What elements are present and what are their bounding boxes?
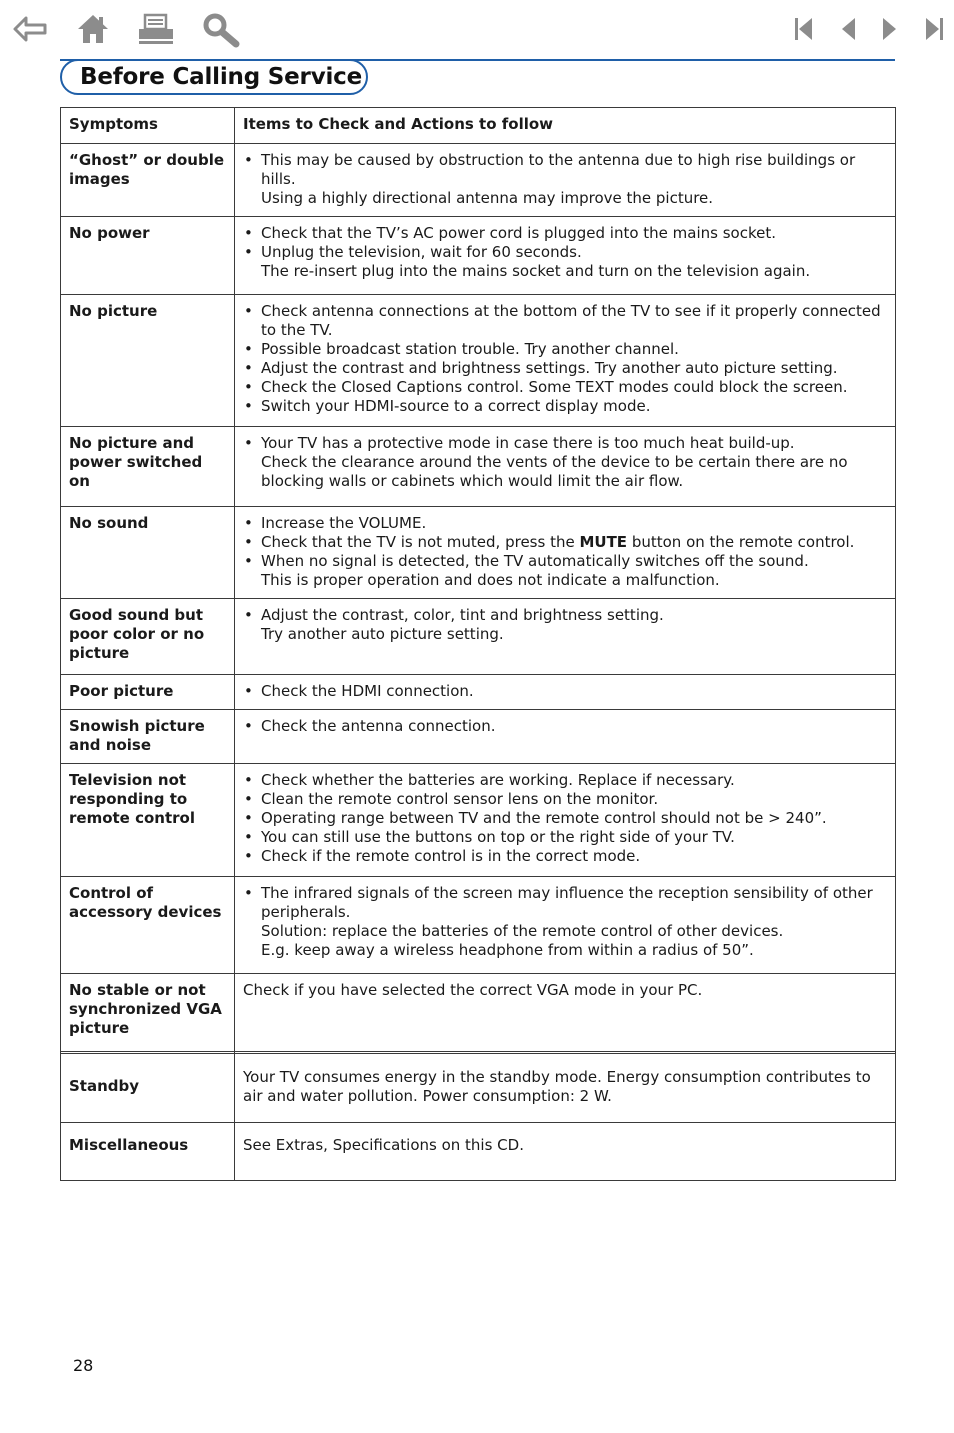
action-list bbox=[243, 302, 887, 416]
action-list bbox=[243, 514, 887, 590]
label-cell: Miscellaneous bbox=[61, 1123, 235, 1181]
symptom-cell: No picture bbox=[61, 295, 235, 427]
table-row bbox=[61, 217, 896, 295]
list-item: • Check if the remote control is in the correct mode. bbox=[243, 847, 887, 866]
actions-cell bbox=[235, 710, 896, 764]
mute-keyword: MUTE bbox=[579, 533, 628, 551]
symptom-cell: No sound bbox=[61, 507, 235, 599]
home-icon[interactable] bbox=[76, 12, 110, 46]
symptom-cell: No power bbox=[61, 217, 235, 295]
troubleshooting-table bbox=[60, 107, 896, 1054]
list-item: • Unplug the television, wait for 60 seconds. The re-insert plug into the mains socket and turn on the television again. bbox=[243, 243, 887, 281]
next-page-icon[interactable] bbox=[882, 17, 898, 41]
action-list bbox=[243, 224, 887, 281]
list-item: • Operating range between TV and the remote control should not be > 240”. bbox=[243, 809, 887, 828]
last-page-icon[interactable] bbox=[924, 17, 944, 41]
table-row bbox=[61, 974, 896, 1054]
actions-cell bbox=[235, 144, 896, 217]
list-item: • The infrared signals of the screen may influence the reception sensibility of other peripherals. Solution: replace the batteries of the remote control of other devices. E.g. keep away a wireless headphone from within a radius of 50”. bbox=[243, 884, 887, 960]
actions-cell bbox=[235, 764, 896, 877]
list-item: • Possible broadcast station trouble. Try another channel. bbox=[243, 340, 887, 359]
first-page-icon[interactable] bbox=[794, 17, 814, 41]
list-item: • Check whether the batteries are working. Replace if necessary. bbox=[243, 771, 887, 790]
actions-cell bbox=[235, 599, 896, 675]
action-list bbox=[243, 771, 887, 866]
label-cell: Standby bbox=[61, 1052, 235, 1123]
symptom-cell: Poor picture bbox=[61, 675, 235, 710]
symptom-cell: Control of accessory devices bbox=[61, 877, 235, 974]
list-item: • Check antenna connections at the bottom of the TV to see if it properly connected to the TV. bbox=[243, 302, 887, 340]
actions-cell bbox=[235, 675, 896, 710]
symptom-cell: Snowish picture and noise bbox=[61, 710, 235, 764]
table-row bbox=[61, 295, 896, 427]
list-item: • Check that the TV’s AC power cord is plugged into the mains socket. bbox=[243, 224, 887, 243]
list-item: • Check the antenna connection. bbox=[243, 717, 887, 736]
table-row bbox=[61, 764, 896, 877]
list-item: • Adjust the contrast and brightness settings. Try another auto picture setting. bbox=[243, 359, 887, 378]
table-row bbox=[61, 507, 896, 599]
list-item: • Switch your HDMI-source to a correct display mode. bbox=[243, 397, 887, 416]
symptoms-header: Symptoms bbox=[61, 108, 235, 144]
table-row bbox=[61, 1123, 896, 1181]
list-item: • Adjust the contrast, color, tint and brightness setting. Try another auto picture setting. bbox=[243, 606, 887, 644]
actions-cell bbox=[235, 427, 896, 507]
actions-cell bbox=[235, 507, 896, 599]
previous-page-icon[interactable] bbox=[840, 17, 856, 41]
action-list bbox=[243, 884, 887, 960]
symptom-cell: Good sound but poor color or no picture bbox=[61, 599, 235, 675]
action-list bbox=[243, 151, 887, 208]
printer-icon[interactable] bbox=[136, 13, 176, 47]
list-item: • Check the HDMI connection. bbox=[243, 682, 887, 701]
actions-cell bbox=[235, 217, 896, 295]
actions-cell bbox=[235, 877, 896, 974]
table-row bbox=[61, 1052, 896, 1123]
actions-header: Items to Check and Actions to follow bbox=[235, 108, 896, 144]
symptom-cell: Television not responding to remote control bbox=[61, 764, 235, 877]
table-header-row bbox=[61, 108, 896, 144]
list-item: • This may be caused by obstruction to the antenna due to high rise buildings or hills. Using a highly directional antenna may improve the picture. bbox=[243, 151, 887, 208]
symptom-cell: No picture and power switched on bbox=[61, 427, 235, 507]
list-item: • You can still use the buttons on top or the right side of your TV. bbox=[243, 828, 887, 847]
list-item: • Your TV has a protective mode in case there is too much heat build-up. Check the clearance around the vents of the device to be certain there are no blocking walls or cabinets which would limit the air flow. bbox=[243, 434, 887, 491]
list-item: • Clean the remote control sensor lens on the monitor. bbox=[243, 790, 887, 809]
action-list bbox=[243, 434, 887, 491]
actions-cell: Check if you have selected the correct VGA mode in your PC. bbox=[235, 974, 896, 1054]
table-row bbox=[61, 599, 896, 675]
navigation-toolbar bbox=[0, 0, 954, 58]
text-cell: Your TV consumes energy in the standby mode. Energy consumption contributes to air and water pollution. Power consumption: 2 W. bbox=[235, 1052, 896, 1123]
list-item: • Check the Closed Captions control. Some TEXT modes could block the screen. bbox=[243, 378, 887, 397]
symptom-cell: No stable or not synchronized VGA picture bbox=[61, 974, 235, 1054]
table-row bbox=[61, 144, 896, 217]
list-item: • Increase the VOLUME. bbox=[243, 514, 887, 533]
search-icon[interactable] bbox=[202, 12, 240, 48]
list-item: • When no signal is detected, the TV automatically switches off the sound. This is proper operation and does not indicate a malfunction. bbox=[243, 552, 887, 590]
page-number: 28 bbox=[73, 1356, 94, 1375]
table-row bbox=[61, 675, 896, 710]
list-item: • Check that the TV is not muted, press the MUTE button on the remote control. bbox=[243, 533, 887, 552]
page-title: Before Calling Service bbox=[80, 64, 362, 90]
table-row bbox=[61, 710, 896, 764]
symptom-cell: “Ghost” or double images bbox=[61, 144, 235, 217]
action-list bbox=[243, 606, 887, 644]
action-list bbox=[243, 717, 887, 736]
section-title-badge bbox=[60, 59, 368, 95]
back-arrow-icon[interactable] bbox=[12, 14, 48, 44]
text-cell: See Extras, Specifications on this CD. bbox=[235, 1123, 896, 1181]
table-row bbox=[61, 427, 896, 507]
table-row bbox=[61, 877, 896, 974]
action-list bbox=[243, 682, 887, 701]
info-table bbox=[60, 1051, 896, 1181]
actions-cell bbox=[235, 295, 896, 427]
